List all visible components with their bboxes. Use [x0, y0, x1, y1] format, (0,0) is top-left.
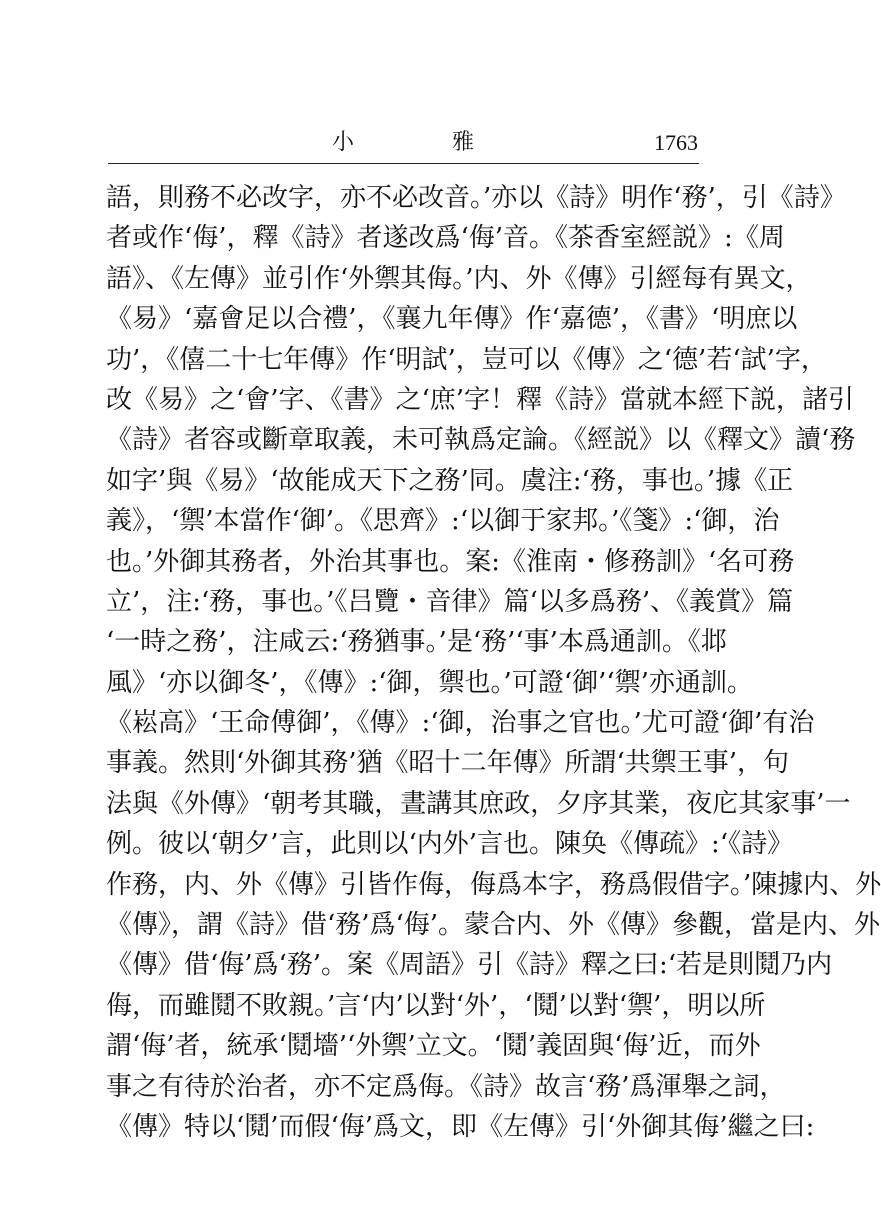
text-line: 風》‘亦以御冬’，《傳》:‘御，禦也。’可證‘御’‘禦’亦通訓。: [106, 667, 753, 698]
text-line: 也。’外御其務者，外治其事也。案:《淮南・修務訓》‘名可務: [106, 546, 795, 577]
page-number: 1763: [654, 130, 698, 155]
text-line: 語》、《左傳》並引作‘外禦其侮。’内、外《傳》引經每有異文，: [106, 263, 812, 294]
text-line: 侮，而雖鬩不敗親。’言‘内’以對‘外’，‘鬩’以對‘禦’，明以所: [106, 990, 766, 1021]
text-line: 《傳》特以‘鬩’而假‘侮’爲文，即《左傳》引‘外御其侮’繼之曰:: [106, 1111, 815, 1142]
running-header: [108, 128, 698, 164]
text-line: 《傳》借‘侮’爲‘務’。案《周語》引《詩》釋之曰:‘若是則鬩乃内: [106, 950, 833, 981]
text-line: 《易》‘嘉會足以合禮’，《襄九年傳》作‘嘉德’，《書》‘明庶以: [106, 304, 798, 335]
text-line: 《詩》者容或斷章取義，未可執爲定論。《經説》以《釋文》讀‘務: [106, 425, 856, 456]
text-line: 作務，内、外《傳》引皆作侮，侮爲本字，務爲假借字。’陳據内、外: [106, 869, 881, 900]
text-line: 如字’與《易》‘故能成天下之務’同。虞注:‘務，事也。’據《正: [106, 465, 794, 496]
body-text: [106, 178, 881, 1147]
text-line: 謂‘侮’者，統承‘鬩墻’‘外禦’立文。‘鬩’義固與‘侮’近，而外: [106, 1031, 761, 1062]
text-line: 事之有待於治者，亦不定爲侮。《詩》故言‘務’爲渾舉之詞，: [106, 1071, 786, 1102]
header-title: 小 雅: [331, 130, 512, 155]
text-line: 功’，《僖二十七年傳》作‘明試’，豈可以《傳》之‘德’若‘試’字，: [106, 344, 827, 375]
text-line: 事義。然則‘外御其務’猶《昭十二年傳》所謂‘共禦王事’，句: [106, 748, 790, 779]
text-line: 《傳》，謂《詩》借‘務’爲‘侮’。蒙合内、外《傳》參觀，當是内、外: [106, 910, 881, 941]
text-line: 立’，注:‘務，事也。’《吕覽・音律》篇‘以多爲務’、《義賞》篇: [106, 586, 794, 617]
text-line: 語，則務不必改字，亦不必改音。’亦以《詩》明作‘務’，引《詩》: [106, 183, 846, 213]
text-line: 改《易》之‘會’字、《書》之‘庶’字！釋《詩》當就本經下説，諸引: [106, 384, 855, 415]
header-rule: [108, 163, 699, 164]
text-line: 法與《外傳》‘朝考其職，晝講其庶政，夕序其業，夜庀其家事’一: [106, 788, 851, 819]
text-line: 義》，‘禦’本當作‘御’。《思齊》:‘以御于家邦。’《箋》:‘御，治: [106, 506, 780, 537]
text-line: ‘一時之務’，注咸云:‘務猶事。’是‘務’‘事’本爲通訓。《邶: [106, 627, 727, 658]
text-line: 者或作‘侮’，釋《詩》者遂改爲‘侮’音。《茶香室經説》:《周: [106, 223, 785, 254]
text-line: 例。彼以‘朝夕’言，此則以‘内外’言也。陳奂《傳疏》:‘《詩》: [106, 829, 794, 860]
text-line: 《崧高》‘王命傅御’，《傳》:‘御，治事之官也。’尤可證‘御’有治: [106, 708, 815, 739]
